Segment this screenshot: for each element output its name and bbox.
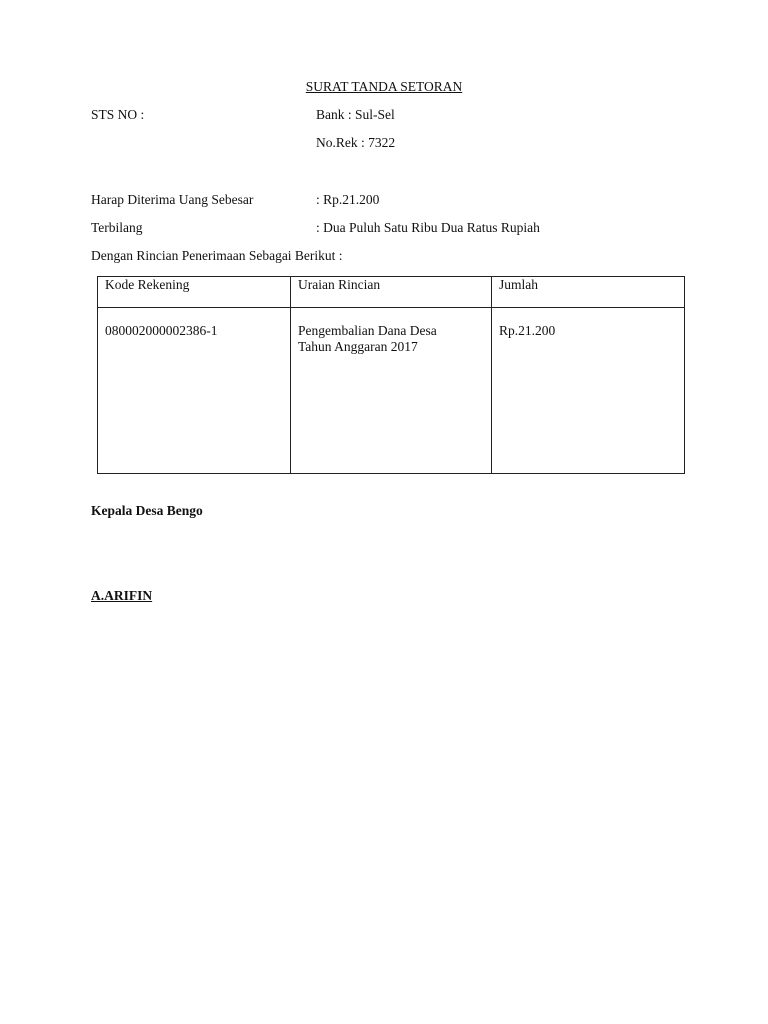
header-uraian-rincian: Uraian Rincian [298, 277, 381, 292]
spelled-amount-value: : Dua Puluh Satu Ribu Dua Ratus Rupiah [316, 220, 540, 235]
details-intro: Dengan Rincian Penerimaan Sebagai Berikut : [91, 248, 343, 263]
header-kode-rekening: Kode Rekening [105, 277, 190, 292]
cell-jumlah: Rp.21.200 [499, 323, 556, 338]
receipt-details-table [97, 276, 685, 474]
cell-uraian-line-2: Tahun Anggaran 2017 [298, 339, 418, 354]
header-divider [98, 307, 684, 308]
signatory-position: Kepala Desa Bengo [91, 503, 203, 518]
signatory-name: A.ARIFIN [91, 588, 153, 603]
cell-uraian-line-1: Pengembalian Dana Desa [298, 323, 437, 338]
account-number: No.Rek : 7322 [316, 135, 396, 150]
amount-label: Harap Diterima Uang Sebesar [91, 192, 254, 207]
cell-kode-rekening: 080002000002386-1 [105, 323, 218, 338]
sts-no-label: STS NO : [91, 107, 145, 122]
bank-info: Bank : Sul-Sel [316, 107, 395, 122]
header-jumlah: Jumlah [499, 277, 538, 292]
amount-value: : Rp.21.200 [316, 192, 380, 207]
spelled-amount-label: Terbilang [91, 220, 143, 235]
document-title: SURAT TANDA SETORAN [305, 79, 463, 94]
